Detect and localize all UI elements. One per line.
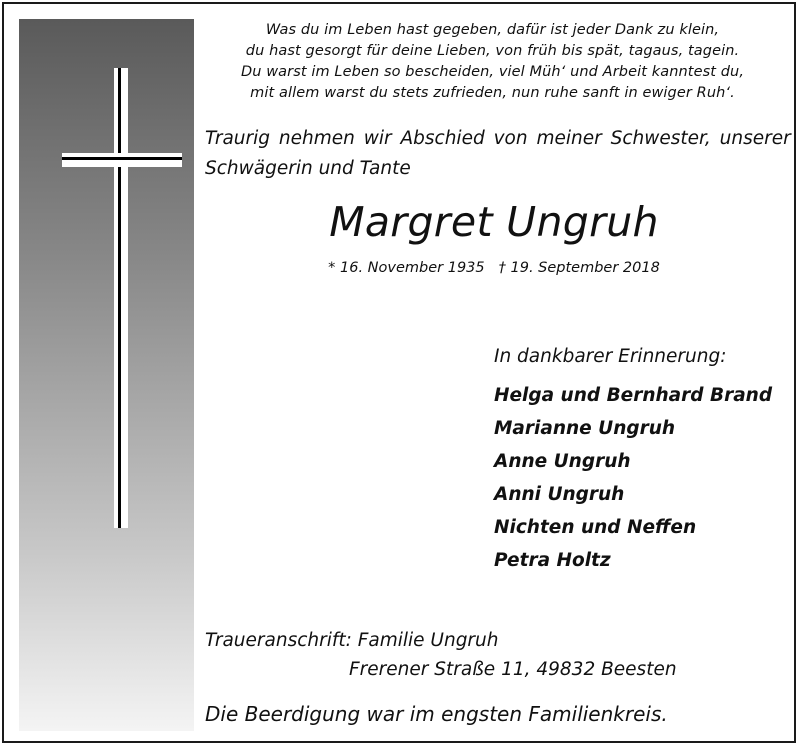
mourner: Anni Ungruh [494,484,625,505]
mourners-list [494,379,772,577]
poem-line: du hast gesorgt für deine Lieben, von früh bis spät, tagaus, tagein. [245,43,740,59]
intro-text [205,124,791,184]
birth-date: * 16. November 1935 [328,260,485,276]
poem-line: mit allem warst du stets zufrieden, nun ruhe sanft in ewiger Ruh‘. [250,85,735,101]
cross-icon [114,68,128,528]
address-line: Frerener Straße 11, 49832 Beesten [349,659,677,680]
mourner: Helga und Bernhard Brand [494,385,773,406]
deceased-name: Margret Ungruh [329,198,659,246]
intro-line: Schwägerin und Tante [205,158,411,179]
poem-line: Du warst im Leben so bescheiden, viel Müh‘ und Arbeit kanntest du, [240,64,745,80]
mourner: Marianne Ungruh [494,418,676,439]
mourner: Petra Holtz [494,550,611,571]
mourner: Anne Ungruh [494,451,631,472]
mourner: Nichten und Neffen [494,517,697,538]
cross-icon-crossbar [62,153,182,167]
funeral-note: Die Beerdigung war im engsten Familienkreis. [205,702,668,726]
sidebar-gradient-panel [19,19,194,731]
address-line: Traueranschrift: Familie Ungruh [205,630,499,651]
poem-line: Was du im Leben hast gegeben, dafür ist jeder Dank zu klein, [265,22,720,38]
poem [205,20,780,104]
death-date: † 19. September 2018 [498,260,660,276]
intro-line: Traurig nehmen wir Abschied von meiner Schwester, unserer [205,128,791,149]
life-dates [205,258,783,278]
memory-heading: In dankbarer Erinnerung: [494,346,727,367]
